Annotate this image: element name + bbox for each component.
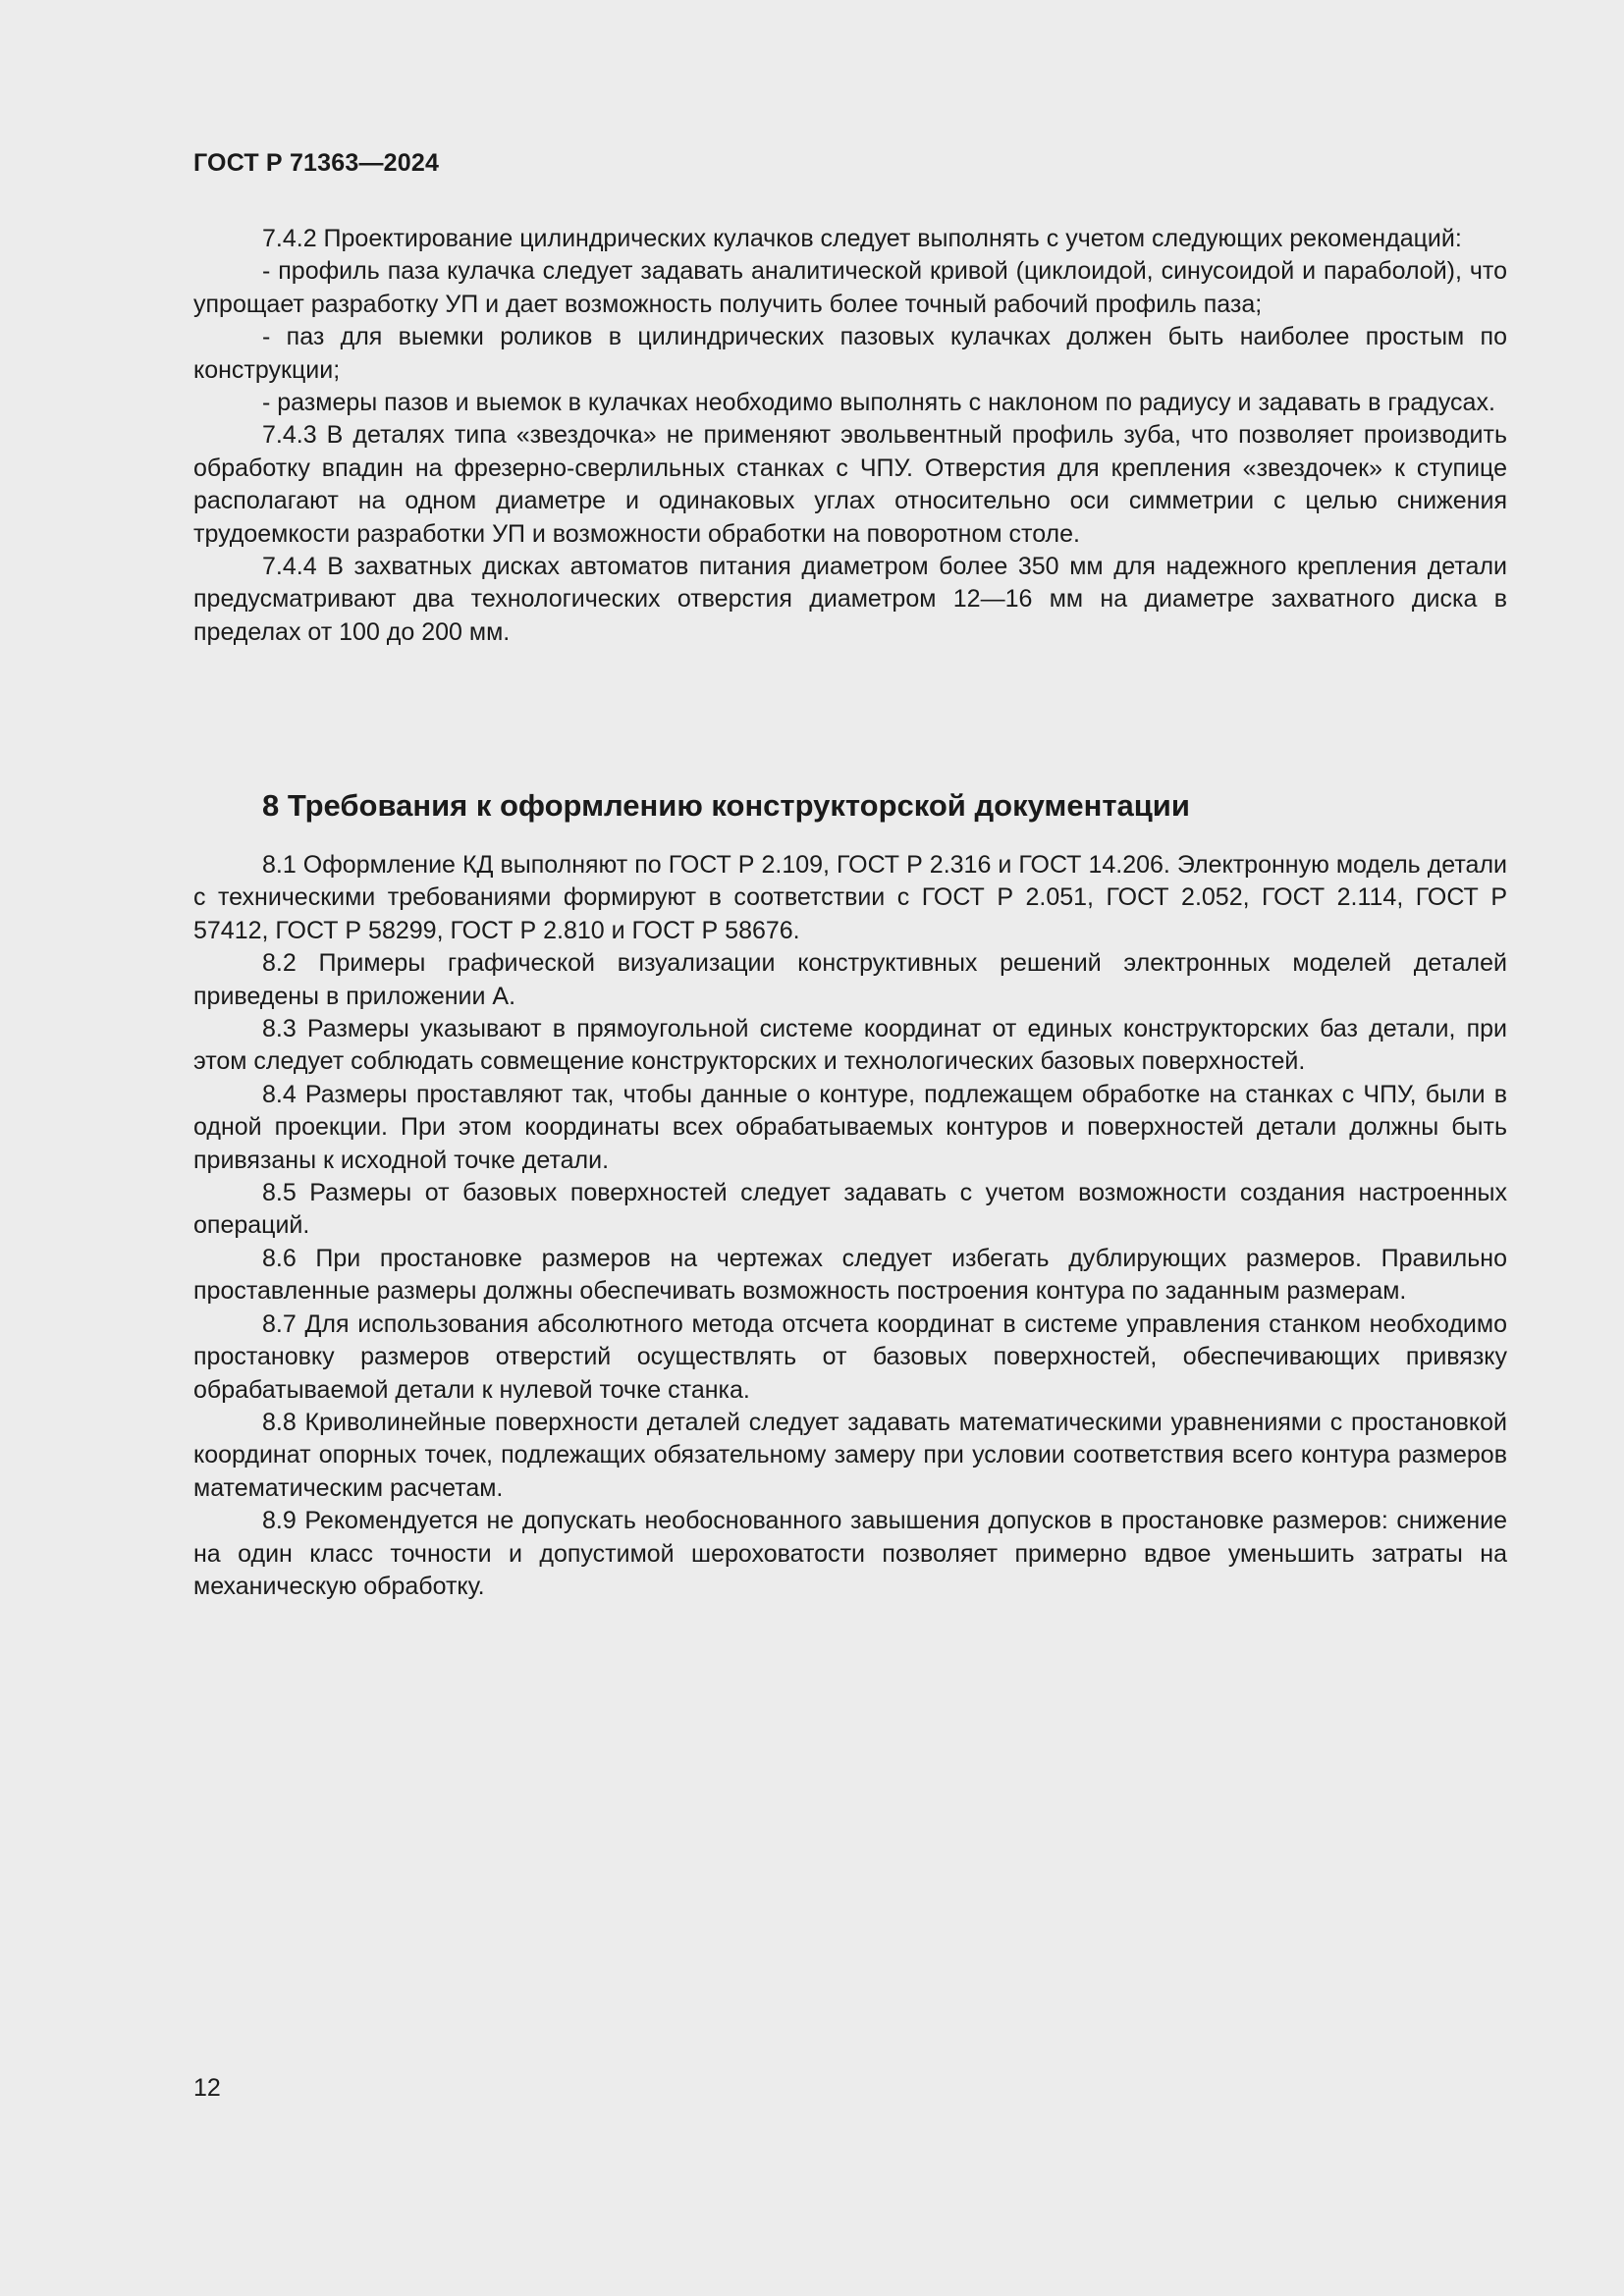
paragraph-7-4-2: 7.4.2 Проектирование цилиндрических кулачков следует выполнять с учетом следующих рекомендаций:	[262, 225, 1462, 252]
list-item-groove-profile: - профиль паза кулачка следует задавать аналитической кривой (циклоидой, синусоидой и параболой), что упрощает разработку УП и дает возможность получить более точный рабочий профиль паза;	[193, 257, 1507, 318]
paragraph-8-7: 8.7 Для использования абсолютного метода отсчета координат в системе управления станком необходимо простановку размеров отверстий осуществлять от базовых поверхностей, обеспечивающих привязку обрабатываемой детали к нулевой точке станка.	[193, 1309, 1507, 1404]
list-item-roller-groove: - паз для выемки роликов в цилиндрических пазовых кулачках должен быть наиболее простым по конструкции;	[193, 323, 1507, 384]
paragraph-7-4-3: 7.4.3 В деталях типа «звездочка» не применяют эвольвентный профиль зуба, что позволяет производить обработку впадин на фрезерно-сверлильных станках с ЧПУ. Отверстия для крепления «звездочек» к ступице располагают на одном диаметре и одинаковых углах относительно оси симметрии с целью снижения трудоемкости разработки УП и возможности обработки на поворотном столе.	[193, 421, 1507, 548]
document-header: ГОСТ Р 71363—2024	[193, 149, 440, 177]
section-8-title: 8 Требования к оформлению конструкторской документации	[262, 788, 1190, 823]
paragraph-7-4-4: 7.4.4 В захватных дисках автоматов питания диаметром более 350 мм для надежного крепления детали предусматривают два технологических отверстия диаметром 12—16 мм на диаметре захватного диска в пределах от 100 до 200 мм.	[193, 553, 1507, 646]
section-8-body	[193, 849, 1507, 1603]
section-7-body	[193, 223, 1507, 649]
paragraph-8-6: 8.6 При простановке размеров на чертежах следует избегать дублирующих размеров. Правильно проставленные размеры должны обеспечивать возможность построения контура по заданным размерам.	[193, 1244, 1507, 1306]
paragraph-8-3: 8.3 Размеры указывают в прямоугольной системе координат от единых конструкторских баз детали, при этом следует соблюдать совмещение конструкторских и технологических базовых поверхностей.	[193, 1015, 1507, 1076]
paragraph-8-9: 8.9 Рекомендуется не допускать необоснованного завышения допусков в простановке размеров: снижение на один класс точности и допустимой шероховатости позволяет примерно вдвое уменьшить затраты на механическую обработку.	[193, 1507, 1507, 1600]
paragraph-8-8: 8.8 Криволинейные поверхности деталей следует задавать математическими уравнениями с простановкой координат опорных точек, подлежащих обязательному замеру при условии соответствия всего контура размеров математическим расчетам.	[193, 1408, 1507, 1502]
paragraph-8-1: 8.1 Оформление КД выполняют по ГОСТ Р 2.109, ГОСТ Р 2.316 и ГОСТ 14.206. Электронную модель детали с техническими требованиями формируют в соответствии с ГОСТ Р 2.051, ГОСТ 2.052, ГОСТ 2.114, ГОСТ Р 57412, ГОСТ Р 58299, ГОСТ Р 2.810 и ГОСТ Р 58676.	[193, 851, 1507, 944]
paragraph-8-2: 8.2 Примеры графической визуализации конструктивных решений электронных моделей деталей приведены в приложении А.	[193, 949, 1507, 1010]
page-number: 12	[193, 2074, 221, 2102]
paragraph-8-5: 8.5 Размеры от базовых поверхностей следует задавать с учетом возможности создания настроенных операций.	[193, 1179, 1507, 1240]
paragraph-8-4: 8.4 Размеры проставляют так, чтобы данные о контуре, подлежащем обработке на станках с ЧПУ, были в одной проекции. При этом координаты всех обрабатываемых контуров и поверхностей детали должны быть привязаны к исходной точке детали.	[193, 1080, 1507, 1174]
list-item-groove-dimensions: - размеры пазов и выемок в кулачках необходимо выполнять с наклоном по радиусу и задавать в градусах.	[262, 389, 1495, 417]
